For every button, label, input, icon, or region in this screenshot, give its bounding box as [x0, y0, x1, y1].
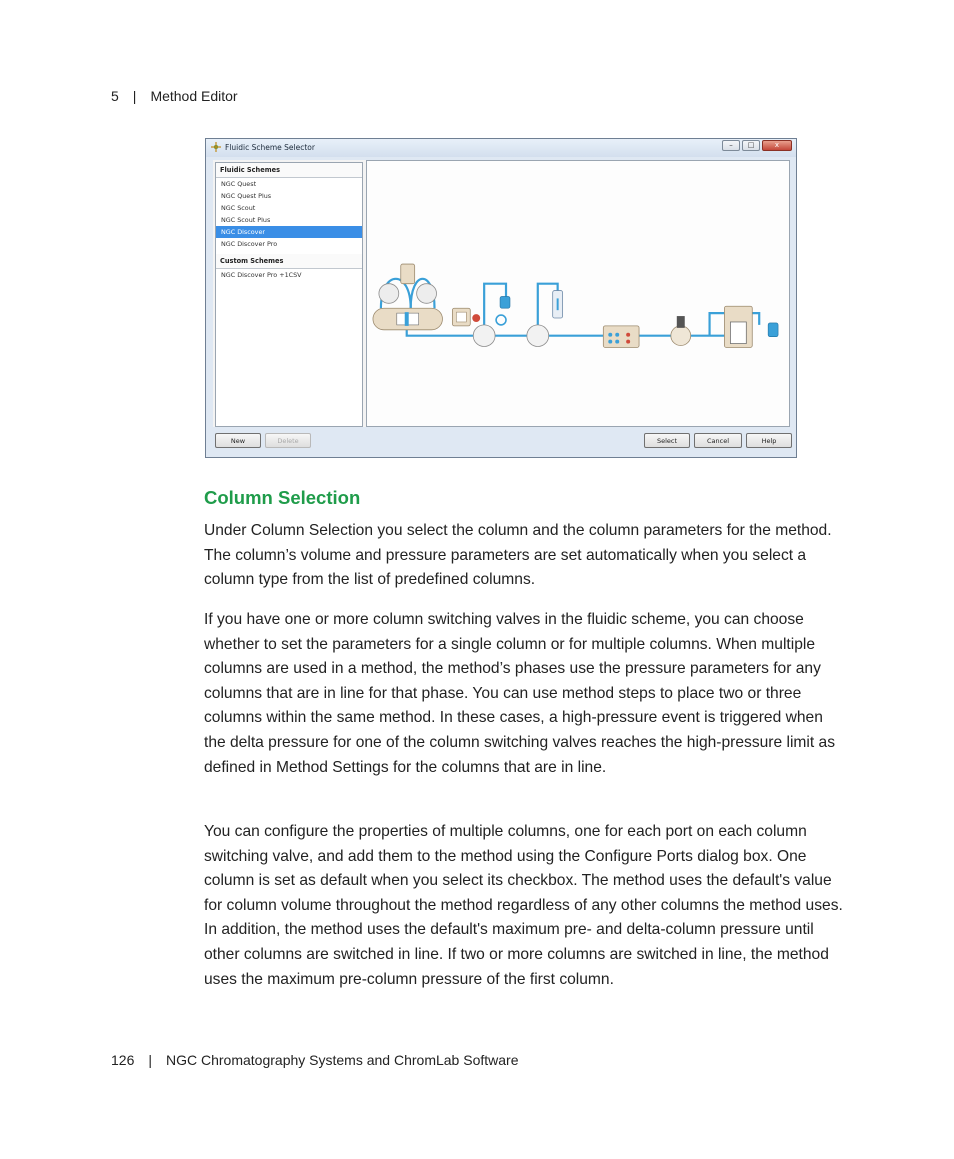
- paragraph-3: You can configure the properties of multiple columns, one for each port on each column switching valve, and add them to the method using the Configure Ports dialog box. One column is set as default when you select its checkbox. The method uses the default's value for column volume throughout the method regardless of any other columns the method uses. In addition, the method uses the default's maximum pre- and delta-column pressure until other columns are switched in line. If two or more columns are switched in line, the method uses the maximum pre-column pressure of the first column.: [204, 823, 843, 988]
- header-separator: |: [132, 88, 137, 104]
- scheme-preview-pane: [366, 160, 790, 427]
- close-button[interactable]: x: [762, 140, 792, 151]
- scheme-item-ngc-discover[interactable]: NGC Discover: [216, 226, 362, 238]
- app-icon: [211, 142, 221, 152]
- book-title: NGC Chromatography Systems and ChromLab Software: [166, 1052, 519, 1068]
- fluidic-schemes-header: Fluidic Schemes: [216, 163, 362, 178]
- new-button[interactable]: New: [215, 433, 261, 448]
- paragraph-1: Under Column Selection you select the column and the column parameters for the method. The column’s volume and pressure parameters are set automatically when you select a column type from the list of predefined columns.: [204, 522, 832, 589]
- window-controls: [722, 140, 792, 151]
- scheme-list-pane: [215, 162, 363, 427]
- cancel-button[interactable]: Cancel: [694, 433, 742, 448]
- scheme-item-ngc-scout-plus[interactable]: NGC Scout Plus: [221, 215, 271, 224]
- scheme-item-ngc-scout[interactable]: NGC Scout: [221, 203, 256, 212]
- chapter-title: Method Editor: [150, 88, 238, 104]
- paragraph-2: If you have one or more column switching valves in the fluidic scheme, you can choose whether to set the parameters for a single column or for multiple columns. When multiple columns are used in a method, the method’s phases use the pressure parameters for any columns that are in line for that phase. You can use method steps to place two or three columns within the same method. In these cases, a high-pressure event is triggered when the delta pressure for one of the column switching valves reaches the high-pressure limit as defined in Method Settings for the columns that are in line.: [204, 611, 835, 776]
- column-icon: [527, 291, 563, 347]
- window-titlebar: [206, 139, 796, 157]
- scheme-item-ngc-discover-pro-1csv[interactable]: NGC Discover Pro +1CSV: [221, 270, 302, 279]
- fluidic-scheme-selector-window: [205, 138, 797, 458]
- delete-button[interactable]: Delete: [265, 433, 311, 448]
- reservoir-icon: [768, 323, 778, 337]
- inject-valve-icon: [472, 296, 510, 346]
- chapter-number: 5: [111, 88, 119, 104]
- fluidic-scheme-diagram: [367, 161, 789, 426]
- custom-schemes-header: Custom Schemes: [216, 254, 362, 269]
- mixer-icon: [452, 308, 470, 326]
- page-footer: [111, 1052, 518, 1068]
- page-number: 126: [111, 1052, 135, 1068]
- scheme-item-ngc-quest[interactable]: NGC Quest: [221, 179, 257, 188]
- select-button[interactable]: Select: [644, 433, 690, 448]
- fluidic-schemes-list: [216, 178, 362, 250]
- section-title: Column Selection: [204, 487, 361, 508]
- page-header: [111, 88, 238, 104]
- scheme-item-ngc-quest-plus[interactable]: NGC Quest Plus: [221, 191, 272, 200]
- minimize-button[interactable]: –: [722, 140, 740, 151]
- window-title: Fluidic Scheme Selector: [225, 143, 315, 152]
- maximize-button[interactable]: □: [742, 140, 760, 151]
- fraction-collector-icon: [724, 306, 752, 347]
- window-body: [213, 160, 790, 427]
- help-button[interactable]: Help: [746, 433, 792, 448]
- scheme-item-ngc-discover-pro[interactable]: NGC Discover Pro: [221, 239, 278, 248]
- dialog-button-row: [213, 433, 790, 451]
- outlet-valve-icon: [671, 316, 691, 345]
- footer-separator: |: [148, 1052, 152, 1068]
- monitor-icon: [603, 326, 639, 348]
- sample-inlet-valve-icon: [401, 264, 415, 284]
